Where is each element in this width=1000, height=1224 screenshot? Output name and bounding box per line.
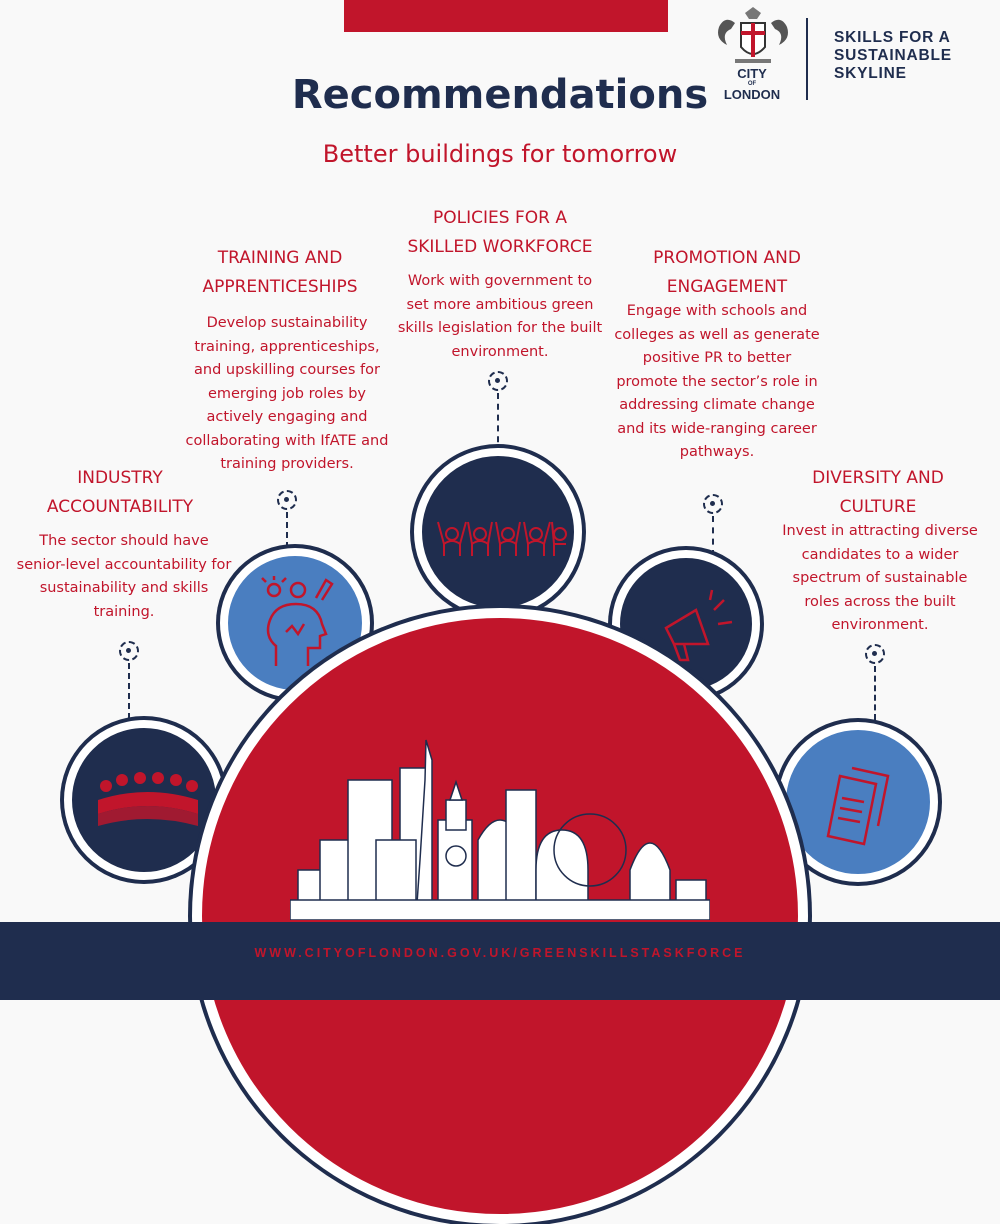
diversity-title-line-2: CULTURE — [839, 497, 917, 517]
policies-body: Work with government to set more ambitious green skills legislation for the built environment. — [397, 273, 603, 360]
connector-dot-industry — [119, 641, 139, 661]
policies-title-line-2: SKILLED WORKFORCE — [407, 237, 593, 257]
brand-line-2: SUSTAINABLE — [834, 47, 952, 64]
page-subtitle: Better buildings for tomorrow — [322, 140, 678, 168]
connector-line-training — [286, 512, 288, 548]
connector-dot-promotion — [703, 494, 723, 514]
brand-line-1: SKILLS FOR A — [834, 29, 951, 46]
connector-line-policies — [497, 393, 499, 453]
promotion-body: Engage with schools and colleges as well as generate positive PR to better promote the sector’s role in addressing climate change and its wide-ranging career pathways. — [614, 303, 820, 460]
people-raised-hands-icon — [430, 512, 570, 562]
crest-icon — [705, 5, 801, 69]
training-title-line-1: TRAINING AND — [217, 248, 343, 268]
connector-line-diversity — [874, 666, 876, 720]
industry-title-line-2: ACCOUNTABILITY — [46, 497, 194, 517]
logo-line-city: CITY — [737, 66, 767, 81]
diversity-body: Invest in attracting diverse candidates to a wider spectrum of sustainable roles across the built environment. — [782, 523, 978, 633]
training-title-line-2: APPRENTICESHIPS — [202, 277, 358, 297]
connector-line-promotion — [712, 516, 714, 556]
page-title: Recommendations — [291, 72, 709, 118]
connector-line-industry — [128, 663, 130, 719]
industry-body: The sector should have senior-level accountability for sustainability and skills training. — [16, 533, 232, 620]
brand-title — [834, 29, 994, 83]
top-accent-bar — [344, 0, 668, 32]
megaphone-icon — [656, 588, 736, 668]
connector-dot-diversity — [865, 644, 885, 664]
connector-dot-training — [277, 490, 297, 510]
logo-line-london: LONDON — [723, 87, 781, 102]
footer-bar — [0, 922, 1000, 1000]
industry-title — [10, 464, 230, 522]
industry-title-line-1: INDUSTRY — [77, 468, 163, 488]
brand-line-3: SKYLINE — [834, 65, 907, 82]
documents-icon — [816, 760, 906, 850]
connector-dot-policies — [488, 371, 508, 391]
diversity-title-line-1: DIVERSITY AND — [812, 468, 944, 488]
training-body: Develop sustainability training, apprenticeships, and upskilling courses for emerging job roles by actively engaging and collaborating with IfATE and training providers. — [185, 315, 389, 472]
promotion-title-line-1: PROMOTION AND — [653, 248, 801, 268]
training-title — [170, 244, 390, 302]
policies-title-line-1: POLICIES FOR A — [433, 208, 567, 228]
promotion-title — [620, 244, 834, 302]
policies-title — [380, 204, 620, 262]
meeting-table-icon — [92, 768, 202, 848]
city-of-london-wordmark: CITY OF LONDON — [710, 66, 794, 102]
footer-url-link[interactable]: WWW.CITYOFLONDON.GOV.UK/GREENSKILLSTASKFORCE — [254, 946, 746, 960]
diversity-title — [772, 464, 984, 522]
logo-divider — [806, 18, 808, 100]
london-skyline-icon — [290, 720, 710, 920]
policies-circle — [414, 448, 582, 616]
promotion-title-line-2: ENGAGEMENT — [666, 277, 788, 297]
